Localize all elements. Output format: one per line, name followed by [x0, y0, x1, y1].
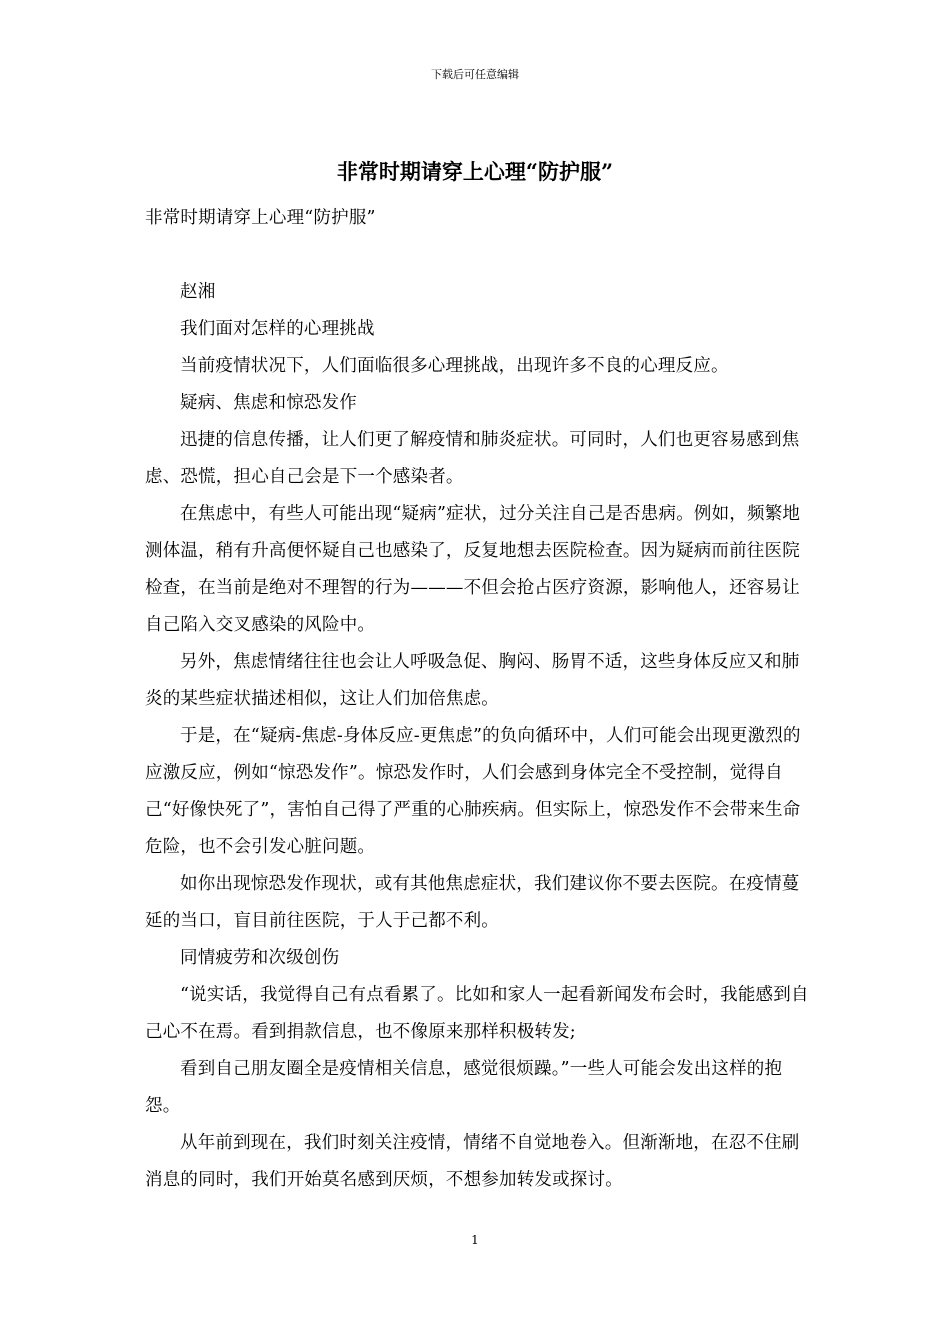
body-paragraph: “说实话，我觉得自己有点看累了。比如和家人一起看新闻发布会时，我能感到自己心不在焉。看到捐款信息，也不像原来那样积极转发;: [145, 985, 809, 1042]
document-body: [145, 200, 810, 1199]
body-paragraph: 看到自己朋友圈全是疫情相关信息，感觉很烦躁。”一些人可能会发出这样的抱怨。: [145, 1059, 783, 1116]
body-paragraph: 当前疫情状况下，人们面临很多心理挑战，出现许多不良的心理反应。: [180, 356, 729, 376]
page-number: 1: [471, 1233, 479, 1247]
section-heading: 疑病、焦虑和惊恐发作: [180, 393, 357, 413]
section-heading: 我们面对怎样的心理挑战: [180, 319, 375, 339]
page-header-note: 下载后可任意编辑: [431, 68, 519, 81]
document-subtitle: 非常时期请穿上心理“防护服”: [145, 208, 376, 228]
section-heading: 同情疲劳和次级创伤: [180, 948, 340, 968]
body-paragraph: 在焦虑中，有些人可能出现“疑病”症状，过分关注自己是否患病。例如，频繁地测体温，稍有升高便怀疑自己也感染了，反复地想去医院检查。因为疑病而前往医院检查，在当前是绝对不理智的行为———不但会抢占医疗资源，影响他人，还容易让自己陷入交叉感染的风险中。: [145, 504, 801, 635]
body-paragraph: 另外，焦虑情绪往往也会让人呼吸急促、胸闷、肠胃不适，这些身体反应又和肺炎的某些症状描述相似，这让人们加倍焦虑。: [145, 652, 800, 709]
body-paragraph: 迅捷的信息传播，让人们更了解疫情和肺炎症状。可同时，人们也更容易感到焦虑、恐慌，担心自己会是下一个感染者。: [145, 430, 800, 487]
body-paragraph: 如你出现惊恐发作现状，或有其他焦虑症状，我们建议你不要去医院。在疫情蔓延的当口，盲目前往医院，于人于己都不利。: [145, 874, 800, 931]
body-paragraph: 从年前到现在，我们时刻关注疫情，情绪不自觉地卷入。但渐渐地，在忍不住刷消息的同时，我们开始莫名感到厌烦，不想参加转发或探讨。: [145, 1133, 800, 1190]
blank-line: [145, 237, 810, 274]
document-title: 非常时期请穿上心理“防护服”: [336, 159, 614, 184]
body-paragraph: 于是，在“疑病-焦虑-身体反应-更焦虑”的负向循环中，人们可能会出现更激烈的应激反应，例如“惊恐发作”。惊恐发作时，人们会感到身体完全不受控制，觉得自己“好像快死了”，害怕自己得了严重的心肺疾病。但实际上，惊恐发作不会带来生命危险，也不会引发心脏问题。: [145, 726, 801, 857]
author-line: 赵湘: [180, 282, 216, 302]
